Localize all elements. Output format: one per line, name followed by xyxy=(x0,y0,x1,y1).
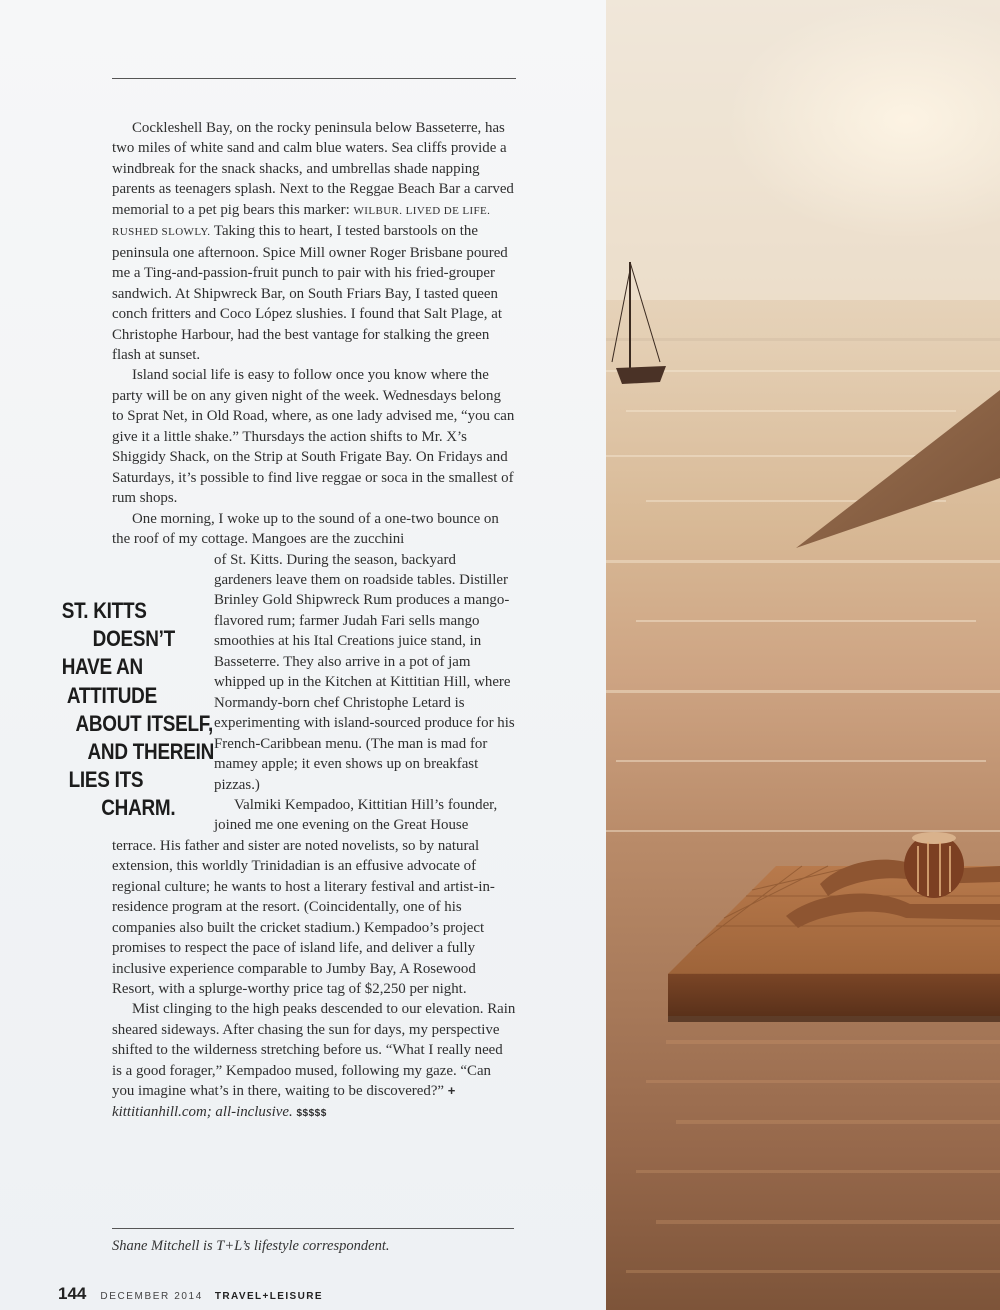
pullquote-line: DOESN’T xyxy=(92,626,175,652)
pullquote xyxy=(60,597,214,823)
paragraph-3-continued: of St. Kitts. During the season, backyard gardeners leave them on roadside tables. Distiller Brinley Gold Shipwreck Rum produces a mango-flavored rum; farmer Judah Fari sells mango smoothies at his Ital Creations juice stand, in Basseterre. They also arrive in a pot of jam whipped up in the Kitchen at Kittitian Hill, where Normandy-born chef Christophe Letard is experimenting with island-sourced produce for his French-Caribbean menu. (The man is mad for mamey apple; it even shows up on breakfast pizzas.) xyxy=(214,551,515,793)
top-rule xyxy=(112,78,516,79)
pullquote-line: LIES ITS xyxy=(68,767,144,793)
pullquote-line: CHARM. xyxy=(101,795,176,821)
umbrella-image xyxy=(796,390,1000,548)
byline-rule xyxy=(112,1228,514,1229)
article-body xyxy=(112,118,516,1124)
page-number: 144 xyxy=(58,1284,87,1303)
resort-photo xyxy=(606,0,1000,1310)
pullquote-line: ST. KITTS xyxy=(61,598,147,623)
paragraph-4: Valmiki Kempadoo, Kittitian Hill’s founder, joined me one evening on the Great House terrace. His father and sister are noted novelists, so by natural extension, this worldly Trinidadian is an effusive advocate of regional culture; he wants to host a literary festival and artist-in-residence program at the resort. (Coincidentally, one of his companies also built the cricket stadium.) Kempadoo’s project promises to respect the pace of island life, and deliver a fully inclusive experience comparable to Jumby Bay, A Rosewood Resort, with a splurge-worthy price tag of $2,250 per night. xyxy=(112,796,498,998)
end-mark: + xyxy=(447,1083,456,1099)
pullquote-line: HAVE AN xyxy=(61,654,143,680)
byline: Shane Mitchell is T+L’s lifestyle correspondent. xyxy=(112,1238,390,1254)
page-footer xyxy=(58,1284,323,1304)
pullquote-line: AND THEREIN xyxy=(87,739,214,765)
photo-scene xyxy=(606,0,1000,1310)
magazine-name: TRAVEL+LEISURE xyxy=(214,1291,323,1302)
paragraph-1: Cockleshell Bay, on the rocky peninsula below Basseterre, has two miles of white sand and calm blue waters. Sea cliffs provide a windbreak for the snack shacks, and umbrellas shade napping parents as teenagers splash. Next to the Reggae Beach Bar a carved memorial to a pet pig bears this marker: WILBUR. LIVED DE LIFE. RUSHED SLOWLY. Taking this to heart, I tested barstools on the peninsula one afternoon. Spice Mill owner Roger Brisbane poured me a Ting-and-passion-fruit punch to pair with his fried-grouper sandwich. At Shipwreck Bar, on South Friars Bay, I tasted queen conch fritters and Coco López slushies. I found that Salt Plage, at Christophe Harbour, had the best vantage for stalking the green flash at sunset. xyxy=(112,120,514,363)
issue-date: DECEMBER 2014 xyxy=(100,1291,203,1302)
paragraph-5: Mist clinging to the high peaks descended to our elevation. Rain sheared sideways. After chasing the sun for days, my perspective shifted to the wilderness stretching before us. “What I really need is a good forager,” Kempadoo mused, following my gaze. “Can you imagine what’s in there, waiting to be discovered?” + kittitianhill.com; all-inclusive. $$$$$ xyxy=(112,1001,516,1120)
pullquote-line: ABOUT ITSELF, xyxy=(75,710,213,736)
lantern-image xyxy=(904,832,964,898)
paragraph-2: Island social life is easy to follow once you know where the party will be on any given night of the week. Wednesdays belong to Sprat Net, in Old Road, where, as one lady advised me, “you can give it a little shake.” Thursdays the action shifts to Mr. X’s Shiggidy Shack, on the Strip at South Frigate Bay. On Fridays and Saturdays, it’s possible to find live reggae or soca in the smallest of rum shops. xyxy=(112,367,515,507)
memorial-marker: WILBUR. LIVED DE LIFE. RUSHED SLOWLY. xyxy=(112,204,491,239)
price-rating: $$$$$ xyxy=(296,1107,327,1119)
pullquote-line: ATTITUDE xyxy=(66,682,157,708)
paragraph-3: One morning, I woke up to the sound of a one-two bounce on the roof of my cottage. Mangoes are the zucchini xyxy=(112,510,499,548)
resort-url: kittitianhill.com; all-inclusive. xyxy=(112,1103,293,1120)
